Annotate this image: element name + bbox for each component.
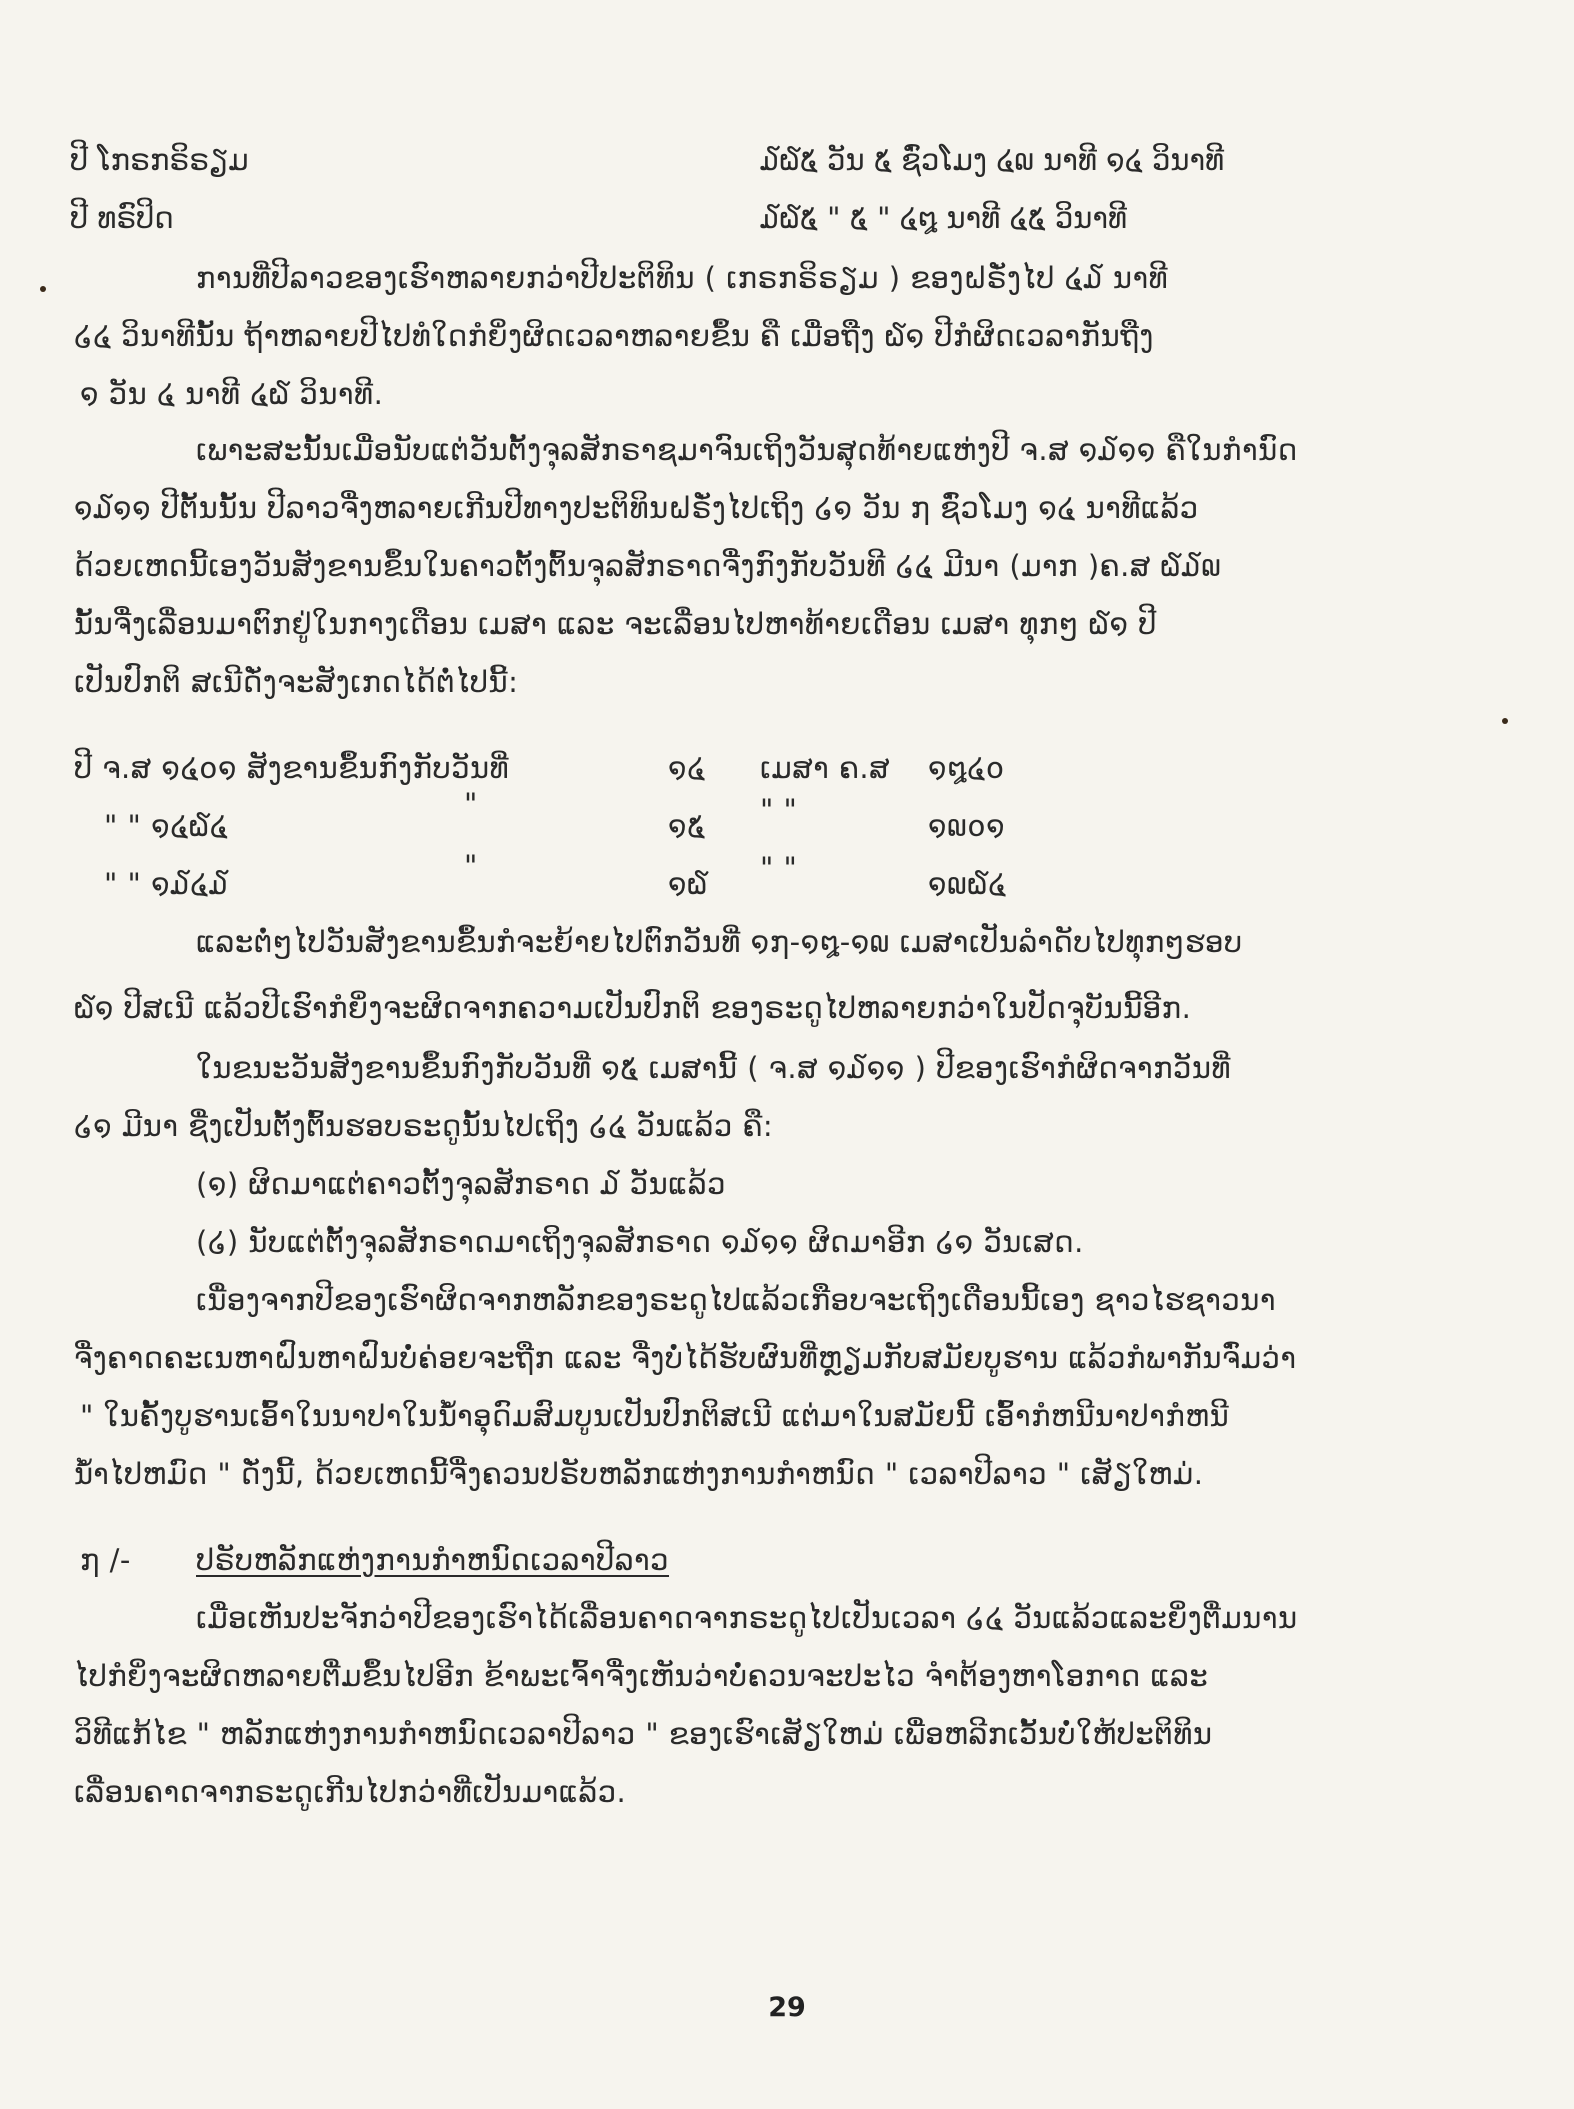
paragraph6-line: ວິທີແກ້ໄຂ " ຫລັກແຫ່ງການກຳຫນົດເວລາປີລາວ " ຂອງເຮົາເສັຽໃຫມ່ ເພື່ອຫລີກເວັ້ນບໍ່ໃຫ້ປະຕິທິນ — [74, 1717, 1213, 1751]
year-list-day: ໑໖ — [668, 867, 708, 901]
paragraph3-line: ແລະຕໍ່ໆໄປວັນສັງຂານຂຶ້ນກໍຈະຍ້າຍໄປຕົກວັນທີ່ ໑໗-໑໘-໑໙ ເມສາເປັນລຳດັບໄປທຸກໆຮອບ — [196, 925, 1243, 959]
year-list-prefix: ປີ ຈ.ສ ໑໔໐໑ ສັງຂານຂຶ້ນກົງກັບວັນທີ່ — [74, 751, 510, 785]
row2-value: ໓໖໕ " ໕ " ໔໘ ນາທີ ໔໕ ວິນາທີ — [760, 201, 1128, 235]
page-number: 29 — [768, 1992, 806, 2023]
paragraph6-line: ເລື່ອນຄາດຈາກຣະດູເກີນໄປກວ່າທີ່ເປັນມາແລ້ວ. — [74, 1775, 627, 1809]
scan-speck — [1502, 718, 1508, 724]
ditto-mark: " — [464, 849, 478, 883]
section-number: ໗ /- — [80, 1543, 131, 1577]
paragraph2-line: ນັ້ນຈື່ງເລື່ອນມາຕົກຢູ່ໃນກາງເດືອນ ເມສາ ແລະ ຈະເລື່ອນໄປຫາທ້າຍເດືອນ ເມສາ ທຸກໆ ໖໑ ປີ — [74, 607, 1157, 641]
paragraph2-line: ໑໓໑໑ ປີຕັ້ນນັ້ນ ປີລາວຈື່ງຫລາຍເກີນປີທາງປະຕິທິນຝຣັ່ງໄປເຖິງ ໒໑ ວັນ ໗ ຊົ່ວໂມງ ໑໔ ນາທີແລ້ວ — [74, 491, 1199, 525]
paragraph5-line: ເນື່ອງຈາກປີຂອງເຮົາຜິດຈາກຫລັກຂອງຣະດູໄປແລ້ວເກືອບຈະເຖິງເດືອນນີ້ເອງ ຊາວໄຮຊາວນາ — [196, 1283, 1276, 1317]
paragraph4-line: ໒໑ ມີນາ ຊື່ງເປັນຕັ້ງຕົ້ນຮອບຣະດູນັ້ນໄປເຖິງ ໒໔ ວັນແລ້ວ ຄື: — [74, 1109, 774, 1143]
paragraph5-line: " ໃນຄັ້ງບູຮານເອົ້າໃນນາປາໃນນ້ຳອຸດົມສົມບູນເປັນປົກຕິສເນີ ແຕ່ມາໃນສມັຍນີ້ ເອົ້າກໍຫນີນາປາກໍຫນີ — [80, 1399, 1230, 1433]
paragraph2-line: ດ້ວຍເຫດນີ້ເອງວັນສັງຂານຂຶ້ນໃນຄາວຕັ້ງຕົ້ນຈຸລສັກຣາດຈື່ງກົງກັບວັນທີ ໒໔ ມີນາ (ມາກ )ຄ.ສ ໖໓໙ — [74, 549, 1222, 583]
paragraph2-line: ເປັນປົກຕິ ສເນີດັ່ງຈະສັງເກດໄດ້ຕໍ່ໄປນີ້: — [74, 665, 519, 699]
year-list-year: ໑໘໔໐ — [928, 751, 1005, 785]
paragraph6-line: ເມື່ອເຫັນປະຈັກວ່າປີຂອງເຮົາໄດ້ເລື່ອນຄາດຈາກຣະດູໄປເປັນເວລາ ໒໔ ວັນແລ້ວແລະຍິ່ງຕື່ມນານ — [196, 1601, 1298, 1635]
paragraph1-line: ການທີ່ປີລາວຂອງເຮົາຫລາຍກວ່າປີປະຕິທິນ ( ເກຣກຣິຣຽມ ) ຂອງຝຣັ່ງໄປ ໔໓ ນາທີ — [196, 261, 1169, 295]
year-list-day: ໑໕ — [668, 809, 706, 843]
row1-label: ປີ ໂກຣກຣິຣຽມ — [70, 143, 249, 177]
year-list-year: ໑໙໖໔ — [928, 867, 1007, 901]
year-list-year: ໑໙໐໑ — [928, 809, 1006, 843]
paragraph3-line: ໖໑ ປີສເນີ ແລ້ວປີເຮົາກໍຍິ່ງຈະຜິດຈາກຄວາມເປັນປົກຕິ ຂອງຣະດູໄປຫລາຍກວ່າໃນປັດຈຸບັນນີ້ອີກ. — [74, 991, 1192, 1025]
year-list-prefix: " " ໑໔໖໔ — [104, 809, 229, 843]
enumerated-item: (໒) ນັບແຕ່ຕັ້ງຈຸລສັກຣາດມາເຖິງຈຸລສັກຣາດ ໑໓໑໑ ຜິດມາອີກ ໒໑ ວັນເສດ. — [196, 1225, 1084, 1259]
paragraph1-line: ໑ ວັນ ໔ ນາທີ ໔໖ ວິນາທີ. — [80, 377, 384, 411]
row1-value: ໓໖໕ ວັນ ໕ ຊົ່ວໂມງ ໔໙ ນາທີ ໑໔ ວິນາທີ — [760, 143, 1225, 177]
year-list-day: ໑໔ — [668, 751, 706, 785]
year-list-prefix: " " ໑໓໔໓ — [104, 867, 229, 901]
row2-label: ປີ ທຣົປິດ — [70, 201, 174, 235]
section-title: ປຣັບຫລັກແຫ່ງການກຳຫນົດເວລາປີລາວ — [196, 1543, 670, 1577]
year-list-month: " " — [760, 851, 798, 885]
year-list-month: ເມສາ ຄ.ສ — [760, 751, 891, 785]
scan-speck — [40, 286, 46, 292]
paragraph1-line: ໒໔ ວິນາທີນັ້ນ ຖ້າຫລາຍປີໄປທໍໃດກໍຍິ່ງຜິດເວລາຫລາຍຂຶ້ນ ຄື ເມື່ອຖືງ ໖໑ ປີກໍຜິດເວລາກັນຖືງ — [74, 319, 1154, 353]
paragraph6-line: ໄປກໍຍິ່ງຈະຜິດຫລາຍຕື່ມຂຶ້ນໄປອີກ ຂ້າພະເຈົ້າຈື່ງເຫັນວ່າບໍ່ຄວນຈະປະໄວ ຈຳຕ້ອງຫາໂອກາດ ແລະ — [74, 1659, 1209, 1693]
enumerated-item: (໑) ຜິດມາແຕ່ຄາວຕັ້ງຈຸລສັກຣາດ ໓ ວັນແລ້ວ — [196, 1167, 726, 1201]
ditto-mark: " — [464, 787, 478, 821]
paragraph2-line: ເພາະສະນັ້ນເມື່ອນັບແຕ່ວັນຕັ້ງຈຸລສັກຣາຊມາຈົນເຖິງວັນສຸດທ້າຍແຫ່ງປີ ຈ.ສ ໑໓໑໑ ຄືໃນກໍານົດ — [196, 433, 1298, 467]
paragraph5-line: ຈື່ງຄາດຄະເນຫາຝົນຫາຝົນບໍ່ຄ່ອຍຈະຖືກ ແລະ ຈື່ງບໍ່ໄດ້ຮັບຜົນທີ່ຫຼຽມກັບສມັຍບູຮານ ແລ້ວກໍພາກັນຈົ່ມວ່າ — [74, 1341, 1297, 1375]
paragraph4-line: ໃນຂນະວັນສັງຂານຂຶ້ນກົງກັບວັນທີ່ ໑໕ ເມສານີ້ ( ຈ.ສ ໑໓໑໑ ) ປີຂອງເຮົາກໍຜິດຈາກວັນທີ່ — [196, 1051, 1232, 1085]
year-list-month: " " — [760, 793, 798, 827]
paragraph5-line: ນ້ຳໄປຫມົດ " ດັ່ງນີ້, ດ້ວຍເຫດນີ້ຈື່ງຄວນປຣັບຫລັກແຫ່ງການກຳຫນົດ " ເວລາປີລາວ " ເສັຽໃຫມ່. — [74, 1457, 1204, 1491]
